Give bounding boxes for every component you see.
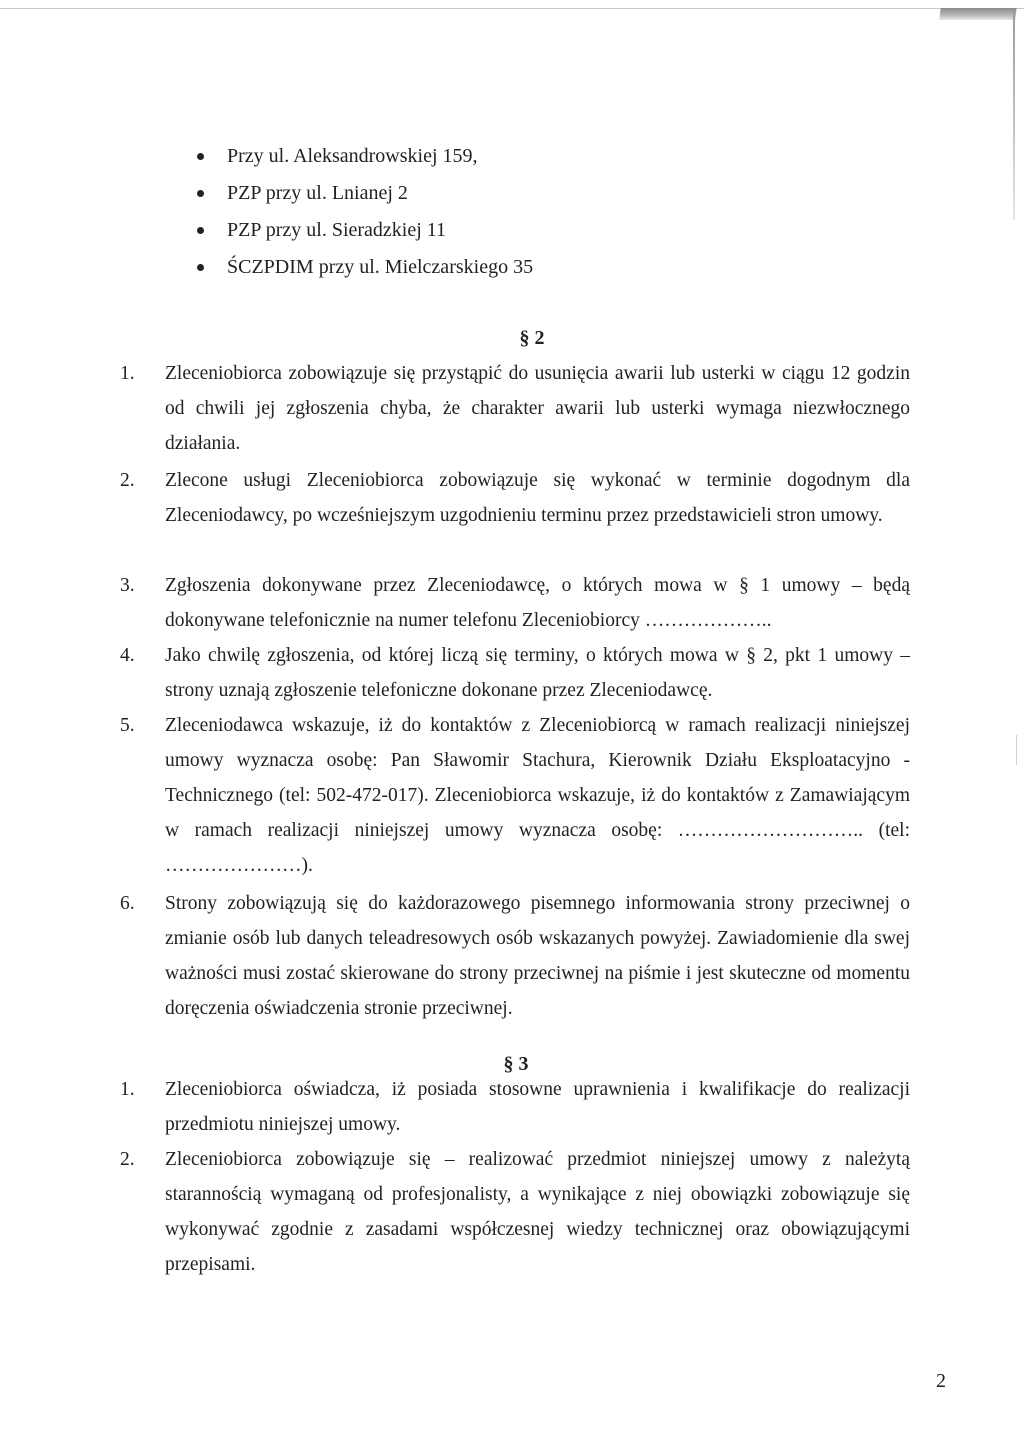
clause-text: Jako chwilę zgłoszenia, od której liczą się terminy, o których mowa w § 2, pkt 1 umowy – strony uznają zgłoszenie telefoniczne dokonane przez Zleceniodawcę.: [165, 645, 910, 701]
location-item: [195, 249, 533, 286]
clause-number: 5.: [120, 715, 135, 736]
scan-mark: [1016, 735, 1017, 765]
clause-text: Zgłoszenia dokonywane przez Zleceniodawcę, o których mowa w § 1 umowy – będą dokonywane telefonicznie na numer telefonu Zleceniobiorcy ………………..: [165, 575, 910, 631]
section-2-clause-4: [120, 638, 910, 708]
clause-text: Strony zobowiązują się do każdorazowego pisemnego informowania strony przeciwnej o zmianie osób lub danych teleadresowych osób wskazanych powyżej. Zawiadomienie dla swej ważności musi zostać skierowane do strony przeciwnej na piśmie i jest skuteczne od momentu doręczenia oświadczenia stronie przeciwnej.: [165, 893, 910, 1019]
scan-right-edge: [1013, 10, 1015, 220]
section-2-clause-6: [120, 886, 910, 1026]
clause-number: 3.: [120, 575, 135, 596]
clause-text: Zleceniobiorca zobowiązuje się przystąpić do usunięcia awarii lub usterki w ciągu 12 godzin od chwili jej zgłoszenia chyba, że charakter awarii lub usterki wymaga niezwłocznego działania.: [165, 363, 910, 454]
location-text: PZP przy ul. Sieradzkiej 11: [227, 219, 447, 241]
bullet-icon: [197, 227, 204, 234]
bullet-icon: [197, 190, 204, 197]
clause-number: 4.: [120, 645, 135, 666]
clause-text: Zleceniobiorca zobowiązuje się – realizować przedmiot niniejszej umowy z należytą starannością wymaganą od profesjonalisty, a wynikające z niej obowiązki zobowiązuje się wykonywać zgodnie z zasadami współczesnej wiedzy technicznej oraz obowiązującymi przepisami.: [165, 1149, 910, 1275]
location-text: ŚCZPDIM przy ul. Mielczarskiego 35: [227, 256, 534, 278]
location-item: [195, 212, 533, 249]
clause-text: Zleceniodawca wskazuje, iż do kontaktów z Zleceniobiorcą w ramach realizacji niniejszej umowy wyznacza osobę: Pan Sławomir Stachura, Kierownik Działu Eksploatacyjno - Technicznego (tel: 502-472-017). Zleceniobiorca wskazuje, iż do kontaktów z Zamawiającym w ramach realizacji niniejszej umowy wyznacza osobę: ……………………….. (tel: …………………).: [165, 715, 910, 876]
scan-top-edge: [0, 8, 1024, 9]
section-2-heading: § 2: [519, 327, 545, 349]
clause-text: Zleceniobiorca oświadcza, iż posiada stosowne uprawnienia i kwalifikacje do realizacji przedmiotu niniejszej umowy.: [165, 1079, 910, 1135]
bullet-icon: [197, 153, 204, 160]
clause-number: 6.: [120, 893, 135, 914]
section-2-clause-5: [120, 708, 910, 883]
clause-number: 1.: [120, 1079, 135, 1100]
location-text: PZP przy ul. Lnianej 2: [227, 182, 408, 204]
section-2-clause-3: [120, 568, 910, 638]
location-item: [195, 175, 533, 212]
location-text: Przy ul. Aleksandrowskiej 159,: [227, 145, 478, 167]
scan-corner-shadow: [939, 8, 1016, 20]
section-3-heading: § 3: [503, 1053, 529, 1075]
location-list: [195, 138, 533, 286]
section-3-clause-1: [120, 1072, 910, 1142]
page-number: 2: [936, 1370, 946, 1392]
section-2-clause-1: [120, 356, 910, 461]
bullet-icon: [197, 264, 204, 271]
section-2-clause-2: [120, 463, 910, 533]
clause-number: 2.: [120, 1149, 135, 1170]
section-3-clause-2: [120, 1142, 910, 1282]
location-item: [195, 138, 533, 175]
clause-text: Zlecone usługi Zleceniobiorca zobowiązuje się wykonać w terminie dogodnym dla Zleceniodawcy, po wcześniejszym uzgodnieniu terminu przez przedstawicieli stron umowy.: [165, 470, 910, 526]
clause-number: 2.: [120, 470, 135, 491]
clause-number: 1.: [120, 363, 135, 384]
